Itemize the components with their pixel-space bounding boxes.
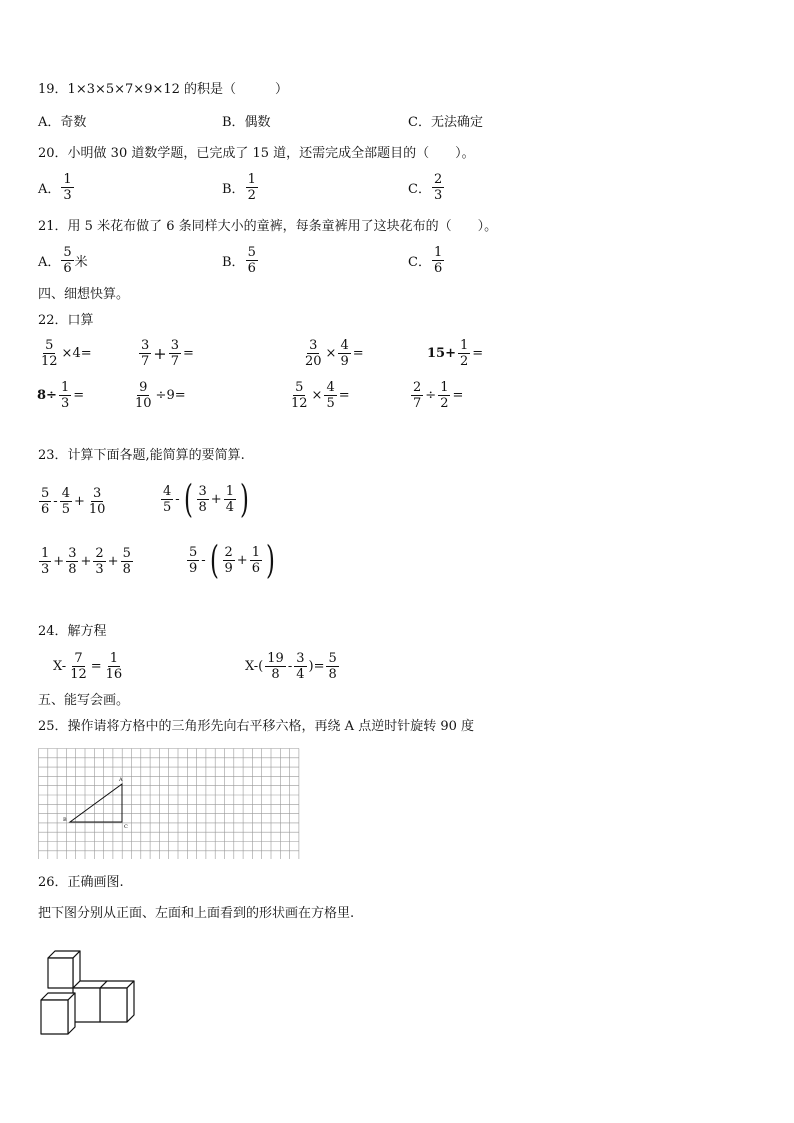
q23-title: 23．计算下面各题,能简算的要简算. <box>38 448 245 463</box>
q25-label-a: A <box>119 777 123 783</box>
q26-description: 把下图分别从正面、左面和上面看到的形状画在方格里. <box>38 906 355 921</box>
q19-stem: 19．1×3×5×7×9×12 的积是（ ） <box>38 82 289 97</box>
q25-label-b: B <box>63 817 67 823</box>
q26-cube-figure <box>38 942 140 1040</box>
q22-title: 22．口算 <box>38 313 94 328</box>
q24-title: 24．解方程 <box>38 624 107 639</box>
q22-item-3: $\frac{3}{20}$ × $\frac{4}{9}$ = <box>305 338 364 369</box>
q23-expr-2: $\frac{4}{5}$ - ( $\frac{3}{8}$ + $\frac{1}{4}$ ) <box>163 477 249 521</box>
q23-expr-4: $\frac{5}{9}$ - ( $\frac{2}{9}$ + $\frac{1}{6}$ ) <box>189 538 275 582</box>
q24-equation-2: X-( $\frac{19}{8}$ - $\frac{3}{4}$ )= $\frac{5}{8}$ <box>245 651 337 682</box>
q22-item-5: 8÷ $\frac{1}{3}$ = <box>37 380 85 411</box>
q22-item-4: 15+ $\frac{1}{2}$ = <box>427 338 484 369</box>
q19-option-b: B．偶数 <box>222 115 271 130</box>
q22-item-7: $\frac{5}{12}$ × $\frac{4}{5}$ = <box>291 380 350 411</box>
q20-option-b: B． $\frac{1}{2}$ <box>222 172 256 203</box>
q22-item-8: $\frac{2}{7}$ ÷ $\frac{1}{2}$ = <box>413 380 464 411</box>
q25-grid <box>38 748 300 860</box>
q20-stem: 20．小明做 30 道数学题，已完成了 15 道，还需完成全部题目的（ ）。 <box>38 146 475 161</box>
q20-option-c: C． $\frac{2}{3}$ <box>408 172 443 203</box>
q21-stem: 21．用 5 米花布做了 6 条同样大小的童裤，每条童裤用了这块花布的（ ）。 <box>38 219 498 234</box>
q23-expr-1: $\frac{5}{6}$ - $\frac{4}{5}$ + $\frac{3}{10}$ <box>41 486 106 517</box>
q25-stem: 25．操作请将方格中的三角形先向右平移六格，再绕 A 点逆时针旋转 90 度 <box>38 719 475 734</box>
q20-option-a: A． $\frac{1}{3}$ <box>38 172 72 203</box>
q21-option-a: A． $\frac{5}{6}$ 米 <box>38 245 88 276</box>
q19-option-c: C．无法确定 <box>408 115 483 130</box>
q21-option-b: B． $\frac{5}{6}$ <box>222 245 256 276</box>
q22-item-1: $\frac{5}{12}$ ×4= <box>41 338 92 369</box>
q22-item-2: $\frac{3}{7}$ + $\frac{3}{7}$ = <box>141 338 194 369</box>
q25-label-c: C <box>124 824 128 830</box>
section-5-title: 五、能写会画。 <box>38 693 130 708</box>
section-4-title: 四、细想快算。 <box>38 287 130 302</box>
q19-option-a: A．奇数 <box>38 115 87 130</box>
q26-title: 26．正确画图. <box>38 875 124 890</box>
q21-option-c: C． $\frac{1}{6}$ <box>408 245 443 276</box>
q25-triangle <box>70 784 122 822</box>
q23-expr-3: $\frac{1}{3}$ + $\frac{3}{8}$ + $\frac{2}{3}$ + $\frac{5}{8}$ <box>41 546 131 577</box>
q22-item-6: $\frac{9}{10}$ ÷9= <box>135 380 186 411</box>
q24-equation-1: X- $\frac{7}{12}$ = $\frac{1}{16}$ <box>53 651 123 682</box>
